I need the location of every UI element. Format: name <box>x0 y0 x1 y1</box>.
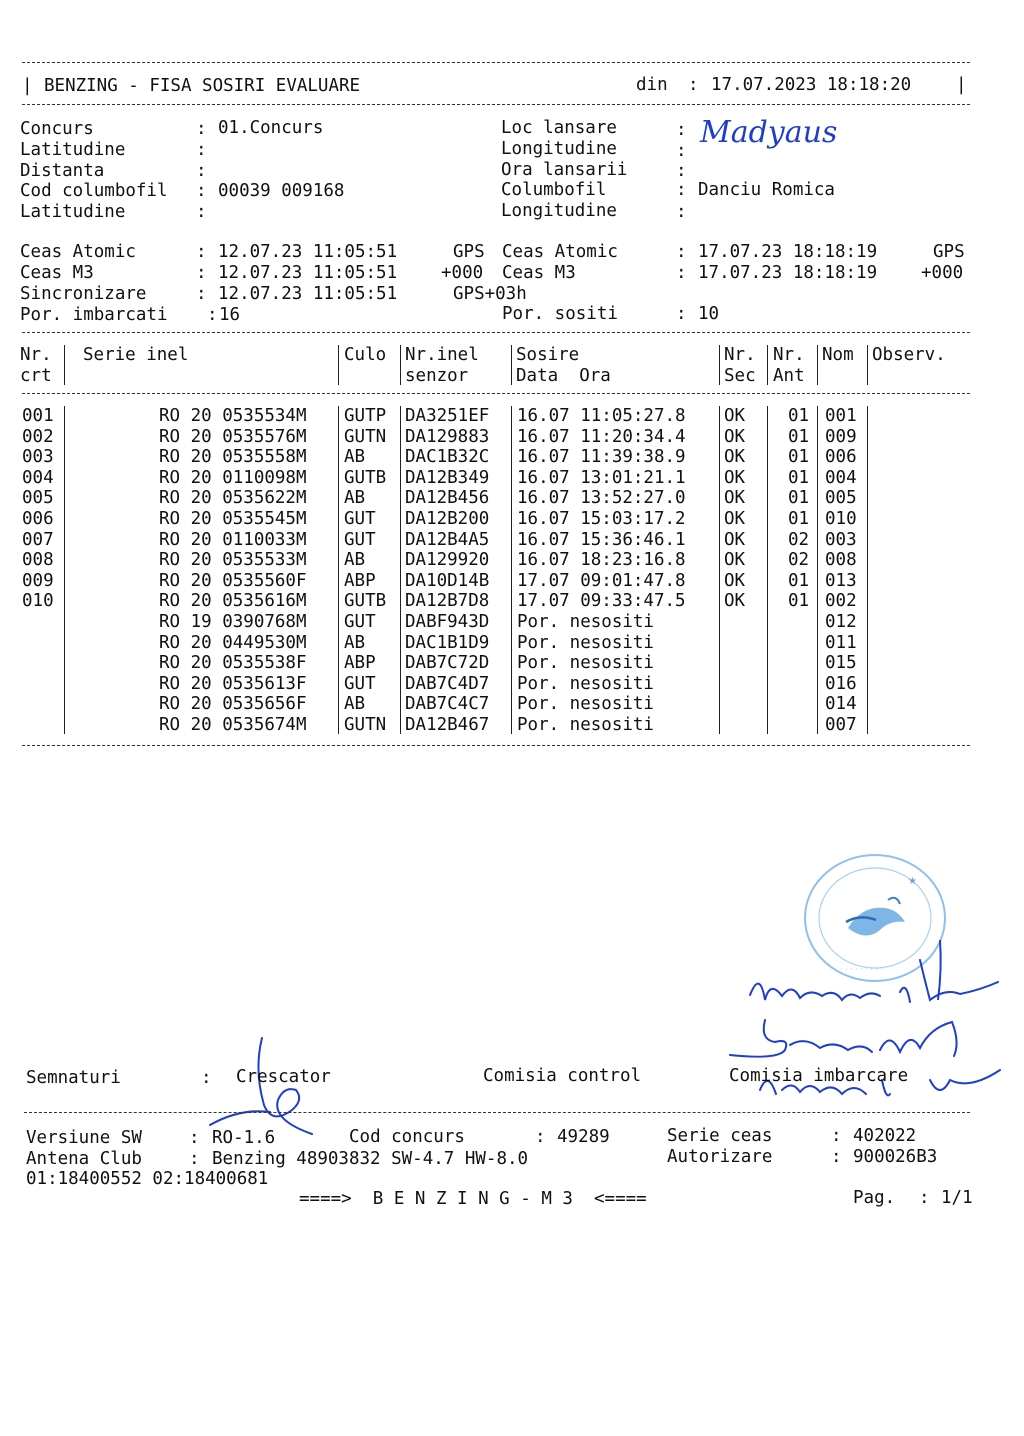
cell-serie: RO 20 0449530M <box>159 632 307 653</box>
cell-serie: RO 20 0535576M <box>159 426 307 447</box>
cell-sosire: Por. nesositi <box>517 612 654 632</box>
cell-ant: 02 <box>788 550 810 571</box>
cell-crt: 004 <box>22 467 54 488</box>
date-value: 17.07.2023 18:18:20 <box>711 75 912 95</box>
cell-nom: 011 <box>825 632 857 653</box>
cell-sec: OK <box>724 426 746 447</box>
cell-ant: 01 <box>788 509 810 529</box>
cell-sosire: 16.07 13:01:21.1 <box>517 467 686 488</box>
cell-serie: RO 20 0535656F <box>159 694 307 715</box>
cell-culo: GUTP <box>344 406 387 426</box>
longitudine2-label: Longitudine <box>501 201 617 221</box>
cell-senzor: DAB7C4D7 <box>405 673 490 694</box>
cell-sosire: 16.07 15:03:17.2 <box>517 509 686 529</box>
sincronizare-src: GPS+03h <box>453 284 527 304</box>
cell-crt: 003 <box>22 447 54 468</box>
cell-senzor: DA12B4A5 <box>405 529 490 550</box>
cell-sec: OK <box>724 529 746 550</box>
cell-sosire: 16.07 15:36:46.1 <box>517 529 686 550</box>
cell-nom: 009 <box>825 426 857 447</box>
cell-nom: 006 <box>825 447 857 468</box>
cell-sec: OK <box>724 406 746 426</box>
longitudine-label: Longitudine <box>501 139 617 159</box>
cell-sec: OK <box>724 550 746 571</box>
col-sec-header-2: Sec <box>724 366 756 386</box>
cell-ant: 01 <box>788 406 810 426</box>
concurs-value: 01.Concurs <box>218 118 324 138</box>
cell-senzor: DAC1B32C <box>405 447 490 468</box>
ora-lansarii-label: Ora lansarii <box>501 160 628 180</box>
cell-culo: AB <box>344 447 366 468</box>
comisia-imbarcare-label: Comisia imbarcare <box>729 1066 909 1086</box>
cell-serie: RO 20 0110098M <box>159 467 307 488</box>
ceas-atomic-label-right: Ceas Atomic <box>502 242 618 262</box>
ceas-m3-right-src: +000 <box>921 263 964 283</box>
cell-crt: 010 <box>22 591 54 612</box>
cod-columbofil-value: 00039 009168 <box>218 181 345 201</box>
cell-culo: ABP <box>344 570 376 591</box>
latitudine2-label: Latitudine <box>20 202 126 222</box>
serie-ceas-value: 402022 <box>853 1126 917 1146</box>
cell-sosire: 17.07 09:33:47.5 <box>517 591 686 612</box>
cell-culo: AB <box>344 632 366 653</box>
serie-ceas-label: Serie ceas <box>667 1126 773 1146</box>
divider-top <box>22 62 970 63</box>
cell-senzor: DA3251EF <box>405 406 490 426</box>
cell-nom: 007 <box>825 715 857 735</box>
col-senzor-header-2: senzor <box>405 366 469 386</box>
cod-concurs-label: Cod concurs <box>349 1127 465 1147</box>
cell-sec: OK <box>724 467 746 488</box>
serials-value: 01:18400552 02:18400681 <box>26 1169 269 1189</box>
cell-crt: 006 <box>22 509 54 529</box>
sincronizare-value: 12.07.23 11:05:51 <box>218 284 398 304</box>
imbarcati-value: 16 <box>219 305 241 325</box>
loc-lansare-handwritten: Madyaus <box>700 115 838 150</box>
cell-crt: 005 <box>22 488 54 509</box>
cell-nom: 015 <box>825 653 857 674</box>
cell-nom: 003 <box>825 529 857 550</box>
cell-nom: 010 <box>825 509 857 529</box>
cell-senzor: DA12B7D8 <box>405 591 490 612</box>
cell-serie: RO 19 0390768M <box>159 612 307 632</box>
ceas-m3-label-right: Ceas M3 <box>502 263 576 283</box>
ceas-m3-label: Ceas M3 <box>20 263 94 283</box>
cell-sosire: 16.07 11:20:34.4 <box>517 426 686 447</box>
cell-sosire: Por. nesositi <box>517 653 654 674</box>
cell-serie: RO 20 0535538F <box>159 653 307 674</box>
cell-senzor: DA12B467 <box>405 715 490 735</box>
ceas-atomic-right-src: GPS <box>933 242 965 262</box>
cell-serie: RO 20 0110033M <box>159 529 307 550</box>
date-label: din <box>636 75 668 95</box>
cell-culo: ABP <box>344 653 376 674</box>
page-value: 1/1 <box>941 1188 973 1208</box>
cell-nom: 012 <box>825 612 857 632</box>
autorizare-value: 900026B3 <box>853 1147 938 1167</box>
cell-culo: GUTB <box>344 467 387 488</box>
distanta-label: Distanta <box>20 161 105 181</box>
cell-senzor: DA12B200 <box>405 509 490 529</box>
columbofil-label: Columbofil <box>501 180 607 200</box>
concurs-label: Concurs <box>20 119 94 139</box>
cell-culo: GUT <box>344 673 376 694</box>
cell-crt: 001 <box>22 406 54 426</box>
latitudine-label: Latitudine <box>20 140 126 160</box>
cell-serie: RO 20 0535613F <box>159 673 307 694</box>
ceas-atomic-label: Ceas Atomic <box>20 242 136 262</box>
cell-ant: 01 <box>788 570 810 591</box>
svg-text:· · · · · · · · ·: · · · · · · · · · <box>840 965 884 974</box>
ceas-m3-right: 17.07.23 18:18:19 <box>698 263 878 283</box>
cell-culo: GUT <box>344 529 376 550</box>
cell-crt: 008 <box>22 550 54 571</box>
cell-senzor: DA12B456 <box>405 488 490 509</box>
cell-sec: OK <box>724 509 746 529</box>
cell-serie: RO 20 0535560F <box>159 570 307 591</box>
col-nr-header-2: crt <box>20 366 52 386</box>
crescator-label: Crescator <box>236 1067 331 1087</box>
col-senzor-header-1: Nr.inel <box>405 345 479 365</box>
cell-serie: RO 20 0535533M <box>159 550 307 571</box>
cell-senzor: DA12B349 <box>405 467 490 488</box>
cell-nom: 001 <box>825 406 857 426</box>
cell-serie: RO 20 0535674M <box>159 715 307 735</box>
cell-culo: GUTN <box>344 426 387 447</box>
col-sosire-header-1: Sosire <box>516 345 580 365</box>
ceas-atomic-right: 17.07.23 18:18:19 <box>698 242 878 262</box>
ceas-atomic-left: 12.07.23 11:05:51 <box>218 242 398 262</box>
col-nom-header: Nom <box>822 345 854 365</box>
cell-sosire: 16.07 18:23:16.8 <box>517 550 686 571</box>
cell-sosire: 16.07 13:52:27.0 <box>517 488 686 509</box>
versiune-label: Versiune SW <box>26 1128 142 1148</box>
col-observ-header: Observ. <box>872 345 946 365</box>
cod-columbofil-label: Cod columbofil <box>20 181 168 201</box>
versiune-value: RO-1.6 <box>212 1128 276 1148</box>
autorizare-label: Autorizare <box>667 1147 773 1167</box>
ceas-m3-left-src: +000 <box>441 263 484 283</box>
cod-concurs-value: 49289 <box>557 1127 610 1147</box>
cell-senzor: DA10D14B <box>405 570 490 591</box>
header-bar-left: | <box>22 76 33 96</box>
divider-table-top <box>22 332 970 333</box>
cell-ant: 01 <box>788 488 810 509</box>
cell-nom: 016 <box>825 673 857 694</box>
loc-lansare-label: Loc lansare <box>501 118 617 138</box>
col-sec-header-1: Nr. <box>724 345 756 365</box>
cell-ant: 01 <box>788 467 810 488</box>
cell-sec: OK <box>724 591 746 612</box>
cell-sec: OK <box>724 488 746 509</box>
col-serie-header: Serie inel <box>83 345 189 365</box>
cell-senzor: DA129883 <box>405 426 490 447</box>
divider-table-header <box>22 393 970 394</box>
cell-sec: OK <box>724 447 746 468</box>
cell-culo: AB <box>344 550 366 571</box>
cell-serie: RO 20 0535545M <box>159 509 307 529</box>
cell-crt: 007 <box>22 529 54 550</box>
cell-nom: 014 <box>825 694 857 715</box>
cell-serie: RO 20 0535534M <box>159 406 307 426</box>
cell-culo: AB <box>344 694 366 715</box>
col-sosire-header-2: Data Ora <box>516 366 611 386</box>
cell-sosire: Por. nesositi <box>517 694 654 715</box>
cell-senzor: DA129920 <box>405 550 490 571</box>
cell-sosire: Por. nesositi <box>517 715 654 735</box>
cell-crt: 002 <box>22 426 54 447</box>
imbarcati-label: Por. imbarcati <box>20 305 168 325</box>
cell-culo: GUTB <box>344 591 387 612</box>
cell-nom: 002 <box>825 591 857 612</box>
cell-sosire: 17.07 09:01:47.8 <box>517 570 686 591</box>
antena-value: Benzing 48903832 SW-4.7 HW-8.0 <box>212 1149 529 1169</box>
cell-senzor: DAB7C4C7 <box>405 694 490 715</box>
comisia-control-label: Comisia control <box>483 1066 642 1086</box>
cell-serie: RO 20 0535558M <box>159 447 307 468</box>
col-ant-header-2: Ant <box>773 366 805 386</box>
cell-nom: 005 <box>825 488 857 509</box>
cell-ant: 01 <box>788 426 810 447</box>
svg-text:★: ★ <box>908 876 917 887</box>
cell-senzor: DABF943D <box>405 612 490 632</box>
cell-nom: 004 <box>825 467 857 488</box>
col-ant-header-1: Nr. <box>773 345 805 365</box>
divider-header <box>22 104 970 105</box>
ceas-atomic-left-src: GPS <box>453 242 485 262</box>
col-nr-header-1: Nr. <box>20 345 52 365</box>
columbofil-value: Danciu Romica <box>698 180 835 200</box>
page-label: Pag. <box>853 1188 896 1208</box>
cell-senzor: DAB7C72D <box>405 653 490 674</box>
document-title: BENZING - FISA SOSIRI EVALUARE <box>44 76 361 96</box>
cell-culo: GUT <box>344 509 376 529</box>
antena-label: Antena Club <box>26 1149 142 1169</box>
sositi-value: 10 <box>698 304 720 324</box>
ceas-m3-left: 12.07.23 11:05:51 <box>218 263 398 283</box>
sositi-label: Por. sositi <box>502 304 618 324</box>
cell-nom: 008 <box>825 550 857 571</box>
cell-culo: GUTN <box>344 715 387 735</box>
sincronizare-label: Sincronizare <box>20 284 147 304</box>
col-culo-header: Culo <box>344 345 387 365</box>
cell-culo: AB <box>344 488 366 509</box>
cell-senzor: DAC1B1D9 <box>405 632 490 653</box>
cell-ant: 01 <box>788 591 810 612</box>
cell-serie: RO 20 0535616M <box>159 591 307 612</box>
cell-sec: OK <box>724 570 746 591</box>
cell-nom: 013 <box>825 570 857 591</box>
cell-crt: 009 <box>22 570 54 591</box>
cell-serie: RO 20 0535622M <box>159 488 307 509</box>
cell-sosire: Por. nesositi <box>517 673 654 694</box>
cell-ant: 02 <box>788 529 810 550</box>
divider-footer <box>24 1112 970 1113</box>
cell-culo: GUT <box>344 612 376 632</box>
cell-ant: 01 <box>788 447 810 468</box>
cell-sosire: Por. nesositi <box>517 632 654 653</box>
header-bar-right: | <box>956 75 967 95</box>
divider-table-bottom <box>22 745 970 746</box>
cell-sosire: 16.07 11:05:27.8 <box>517 406 686 426</box>
signatures-label: Semnaturi <box>26 1068 121 1088</box>
benzing-banner: ====> B E N Z I N G - M 3 <==== <box>299 1189 647 1209</box>
cell-sosire: 16.07 11:39:38.9 <box>517 447 686 468</box>
